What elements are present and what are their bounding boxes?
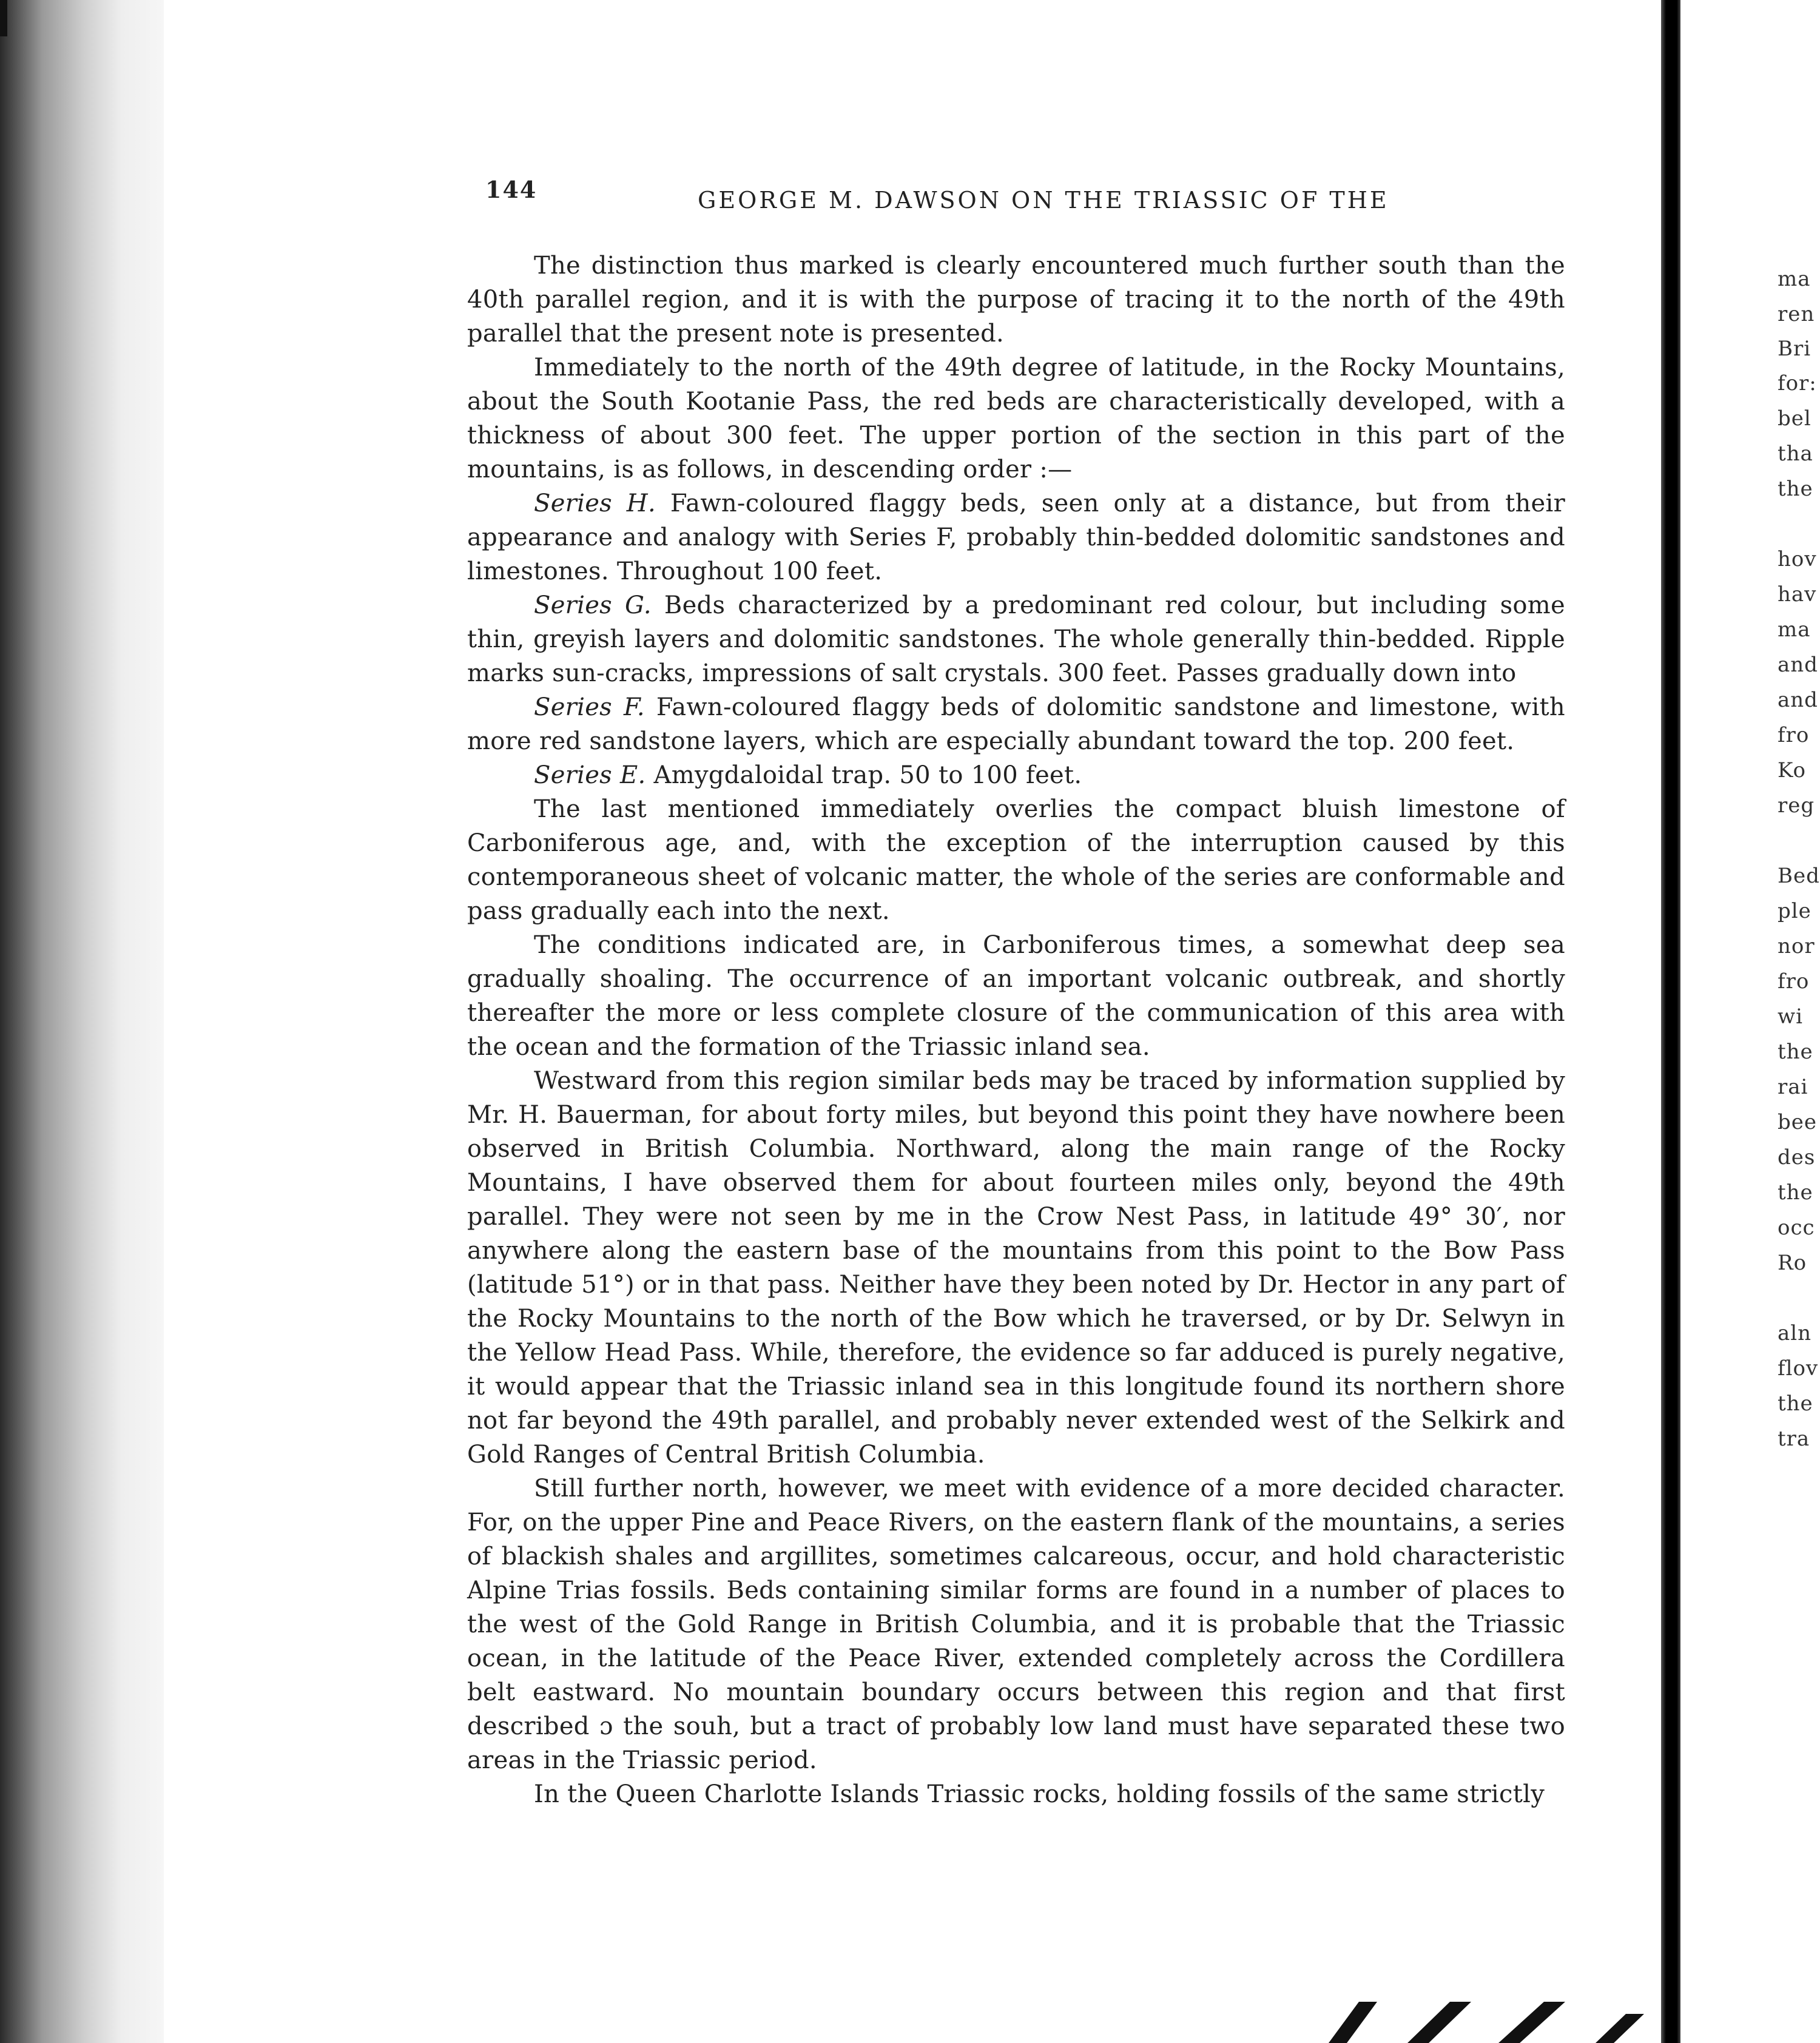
adjacent-page-text: fro [1778, 723, 1810, 747]
paragraph [467, 351, 1565, 486]
paragraph-text: Still further north, however, we meet with evidence of a more decided character. For, on the upper Pine and Peace Rivers, on the eastern flank of the mountains, a series of blackish shales and argillites, sometimes calcareous, occur, and hold characteristic Alpine Trias fossils. Beds containing similar forms are found in a number of places to the west of the Gold Range in British Columbia, and it is probable that the Triassic ocean, in the latitude of the Peace River, extended completely across the Cordillera belt eastward. No mountain boundary occurs between this region and that first described ɔ the souh, but a tract of probably low land must have separated these two areas in the Triassic period. [467, 1475, 1565, 1774]
adjacent-page-text: ren [1778, 302, 1815, 326]
adjacent-page-text: the [1778, 1040, 1813, 1064]
paragraph-text: Immediately to the north of the 49th degree of latitude, in the Rocky Mountains, about the South Kootanie Pass, the red beds are characteristically developed, with a thickness of about 300 feet. The upper portion of the section in this part of the mountains, is as follows, in descending order :— [467, 354, 1565, 483]
page-gutter [1661, 0, 1680, 2043]
paragraph [467, 1472, 1565, 1777]
paragraph-text: Beds characterized by a predominant red colour, but including some thin, greyish layers and dolomitic sandstones. The whole generally thin-bedded. Ripple marks sun-cracks, impressions of salt crystals. 300 feet. Passes gradually down into [467, 591, 1565, 687]
adjacent-page-text: des [1778, 1145, 1816, 1170]
adjacent-page-text: the [1778, 477, 1813, 501]
series-paragraph [467, 690, 1565, 758]
paragraph [467, 249, 1565, 351]
running-title: GEORGE M. DAWSON ON THE TRIASSIC OF THE [698, 187, 1389, 214]
adjacent-page-text: bee [1778, 1110, 1818, 1134]
paragraph-text: Fawn-coloured flaggy beds, seen only at a distance, but from their appearance and analogy with Series F, probably thin-bedded dolomitic sandstones and limestones. Throughout 100 feet. [467, 490, 1565, 585]
adjacent-page-text: wi [1778, 1005, 1803, 1029]
series-paragraph [467, 486, 1565, 588]
series-paragraph [467, 758, 1565, 792]
adjacent-page-text: the [1778, 1392, 1813, 1416]
scan-edge-mark [0, 0, 7, 36]
adjacent-page-text: Ro [1778, 1251, 1807, 1275]
paragraph [467, 1777, 1565, 1811]
adjacent-page-text: ple [1778, 899, 1812, 923]
book-page [449, 164, 1565, 1808]
adjacent-page-text: Ko [1778, 758, 1806, 783]
series-label: Series E. [534, 761, 646, 789]
adjacent-page-text: occ [1778, 1216, 1815, 1240]
paragraph-text: The conditions indicated are, in Carboniferous times, a somewhat deep sea gradually shoaling. The occurrence of an important volcanic outbreak, and shortly thereafter the more or less complete closure of the communication of this area with the ocean and the formation of the Triassic inland sea. [467, 931, 1565, 1061]
series-label: Series H. [534, 490, 656, 517]
series-label: Series G. [534, 591, 652, 619]
paragraph-text: In the Queen Charlotte Islands Triassic rocks, holding fossils of the same strictly [534, 1780, 1545, 1808]
adjacent-page-text: fro [1778, 969, 1810, 994]
adjacent-page-text: Bri [1778, 337, 1812, 361]
adjacent-page-fragment [1680, 0, 1820, 2043]
adjacent-page-text: rai [1778, 1075, 1808, 1099]
body-text [467, 249, 1565, 1811]
series-paragraph [467, 588, 1565, 690]
adjacent-page-text: ma [1778, 618, 1811, 642]
adjacent-page-text: ma [1778, 267, 1811, 291]
adjacent-page-text: and [1778, 688, 1818, 712]
adjacent-page-text: the [1778, 1180, 1813, 1205]
adjacent-page-text: bel [1778, 406, 1812, 431]
adjacent-page-text: reg [1778, 793, 1815, 818]
adjacent-page-text: hav [1778, 582, 1817, 607]
paragraph-text: The last mentioned immediately overlies the compact bluish limestone of Carboniferous age, and, with the exception of the interruption caused by this contemporaneous sheet of volcanic matter, the whole of the series are conformable and pass gradually each into the next. [467, 795, 1565, 925]
adjacent-page-text: tha [1778, 442, 1813, 466]
scanner-mark [1304, 2002, 1729, 2043]
page-header [449, 164, 1565, 212]
paragraph-text: Fawn-coloured flaggy beds of dolomitic sandstone and limestone, with more red sandstone layers, which are especially abundant toward the top. 200 feet. [467, 693, 1565, 755]
series-label: Series F. [534, 693, 645, 721]
adjacent-page-text: Bed [1778, 864, 1820, 888]
adjacent-page-text: nor [1778, 934, 1815, 958]
page-number: 144 [485, 176, 538, 203]
adjacent-page-text: hov [1778, 547, 1817, 571]
paragraph [467, 1064, 1565, 1472]
paragraph-text: Westward from this region similar beds may be traced by information supplied by Mr. H. Bauerman, for about forty miles, but beyond this point they have nowhere been observed in British Columbia. Northward, along the main range of the Rocky Mountains, I have observed them for about fourteen miles only, beyond the 49th parallel. They were not seen by me in the Crow Nest Pass, in latitude 49° 30′, nor anywhere along the eastern base of the mountains from this point to the Bow Pass (latitude 51°) or in that pass. Neither have they been noted by Dr. Hector in any part of the Rocky Mountains to the north of the Bow which he traversed, or by Dr. Selwyn in the Yellow Head Pass. While, therefore, the evidence so far adduced is purely negative, it would appear that the Triassic inland sea in this longitude found its northern shore not far beyond the 49th parallel, and probably never extended west of the Selkirk and Gold Ranges of Central British Columbia. [467, 1067, 1565, 1469]
adjacent-page-text: flov [1778, 1356, 1819, 1381]
paragraph [467, 792, 1565, 928]
paragraph-text: Amygdaloidal trap. 50 to 100 feet. [645, 761, 1082, 789]
book-spine-edge [0, 0, 164, 2043]
adjacent-page-text: aln [1778, 1321, 1812, 1345]
adjacent-page-text: tra [1778, 1427, 1810, 1451]
adjacent-page-text: and [1778, 653, 1818, 677]
adjacent-page-text: for: [1778, 371, 1817, 395]
paragraph [467, 928, 1565, 1064]
paragraph-text: The distinction thus marked is clearly encountered much further south than the 40th parallel region, and it is with the purpose of tracing it to the north of the 49th parallel that the present note is presented. [467, 252, 1565, 348]
